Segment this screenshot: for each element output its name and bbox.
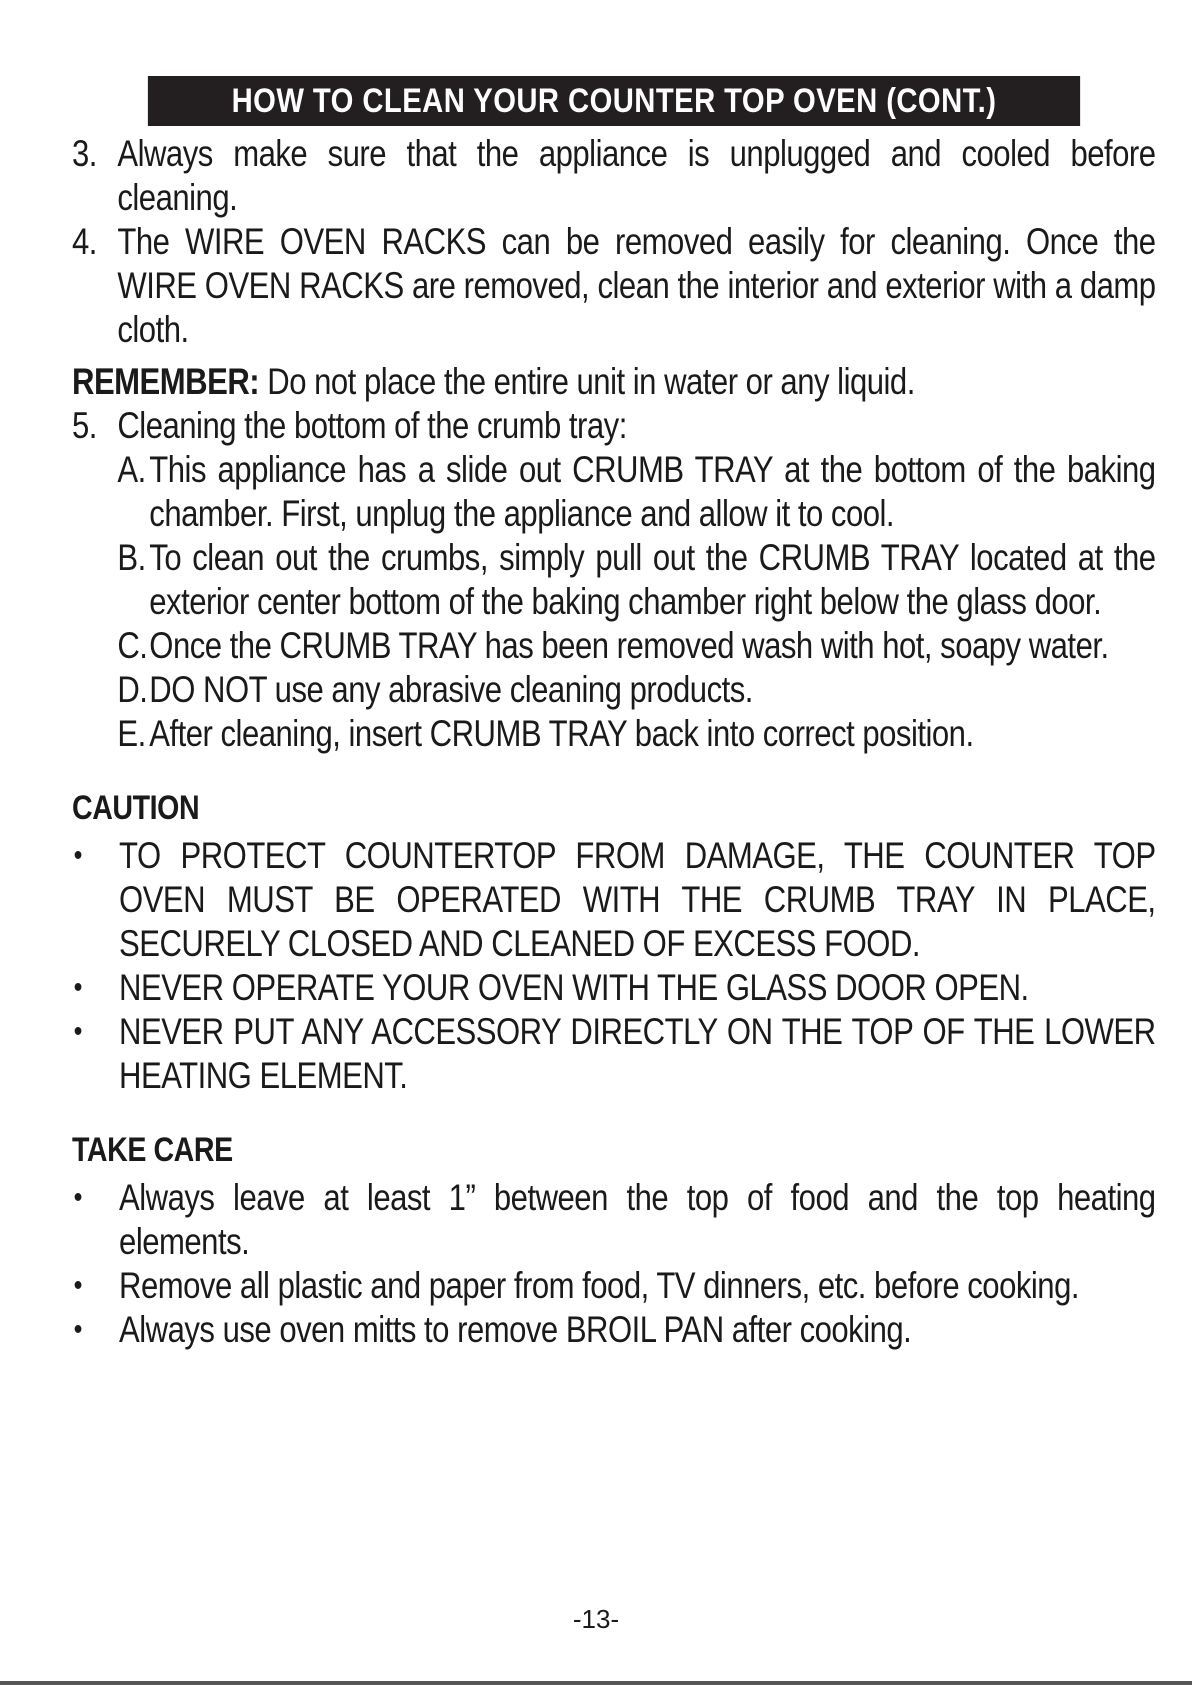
bullet-icon: • bbox=[73, 1015, 83, 1048]
take-care-heading: TAKE CARE bbox=[72, 1131, 233, 1169]
step-number: 4. bbox=[72, 221, 97, 262]
substep-letter: D. bbox=[117, 669, 148, 710]
step-text: Cleaning the bottom of the crumb tray: bbox=[117, 405, 627, 446]
substep-text: This appliance has a slide out CRUMB TRAY at the bottom of the baking chamber. First, unplug the appliance and allow it to cool. bbox=[149, 449, 1156, 534]
caution-list bbox=[72, 834, 1156, 1098]
bullet-icon: • bbox=[73, 971, 83, 1004]
substep-text: Once the CRUMB TRAY has been removed wash with hot, soapy water. bbox=[149, 625, 1109, 666]
bullet-icon: • bbox=[73, 839, 83, 872]
step-number: 3. bbox=[72, 133, 97, 174]
take-care-item bbox=[72, 1176, 1156, 1264]
substep-b bbox=[117, 536, 1155, 624]
step-3 bbox=[72, 132, 1156, 220]
substep-text: DO NOT use any abrasive cleaning products. bbox=[149, 669, 753, 710]
substep-letter: E. bbox=[117, 713, 146, 754]
take-care-list bbox=[72, 1176, 1156, 1352]
page-body bbox=[72, 132, 1156, 1352]
remember-note bbox=[72, 360, 1156, 404]
page-number: -13- bbox=[572, 1604, 620, 1634]
bottom-edge-rule bbox=[0, 1681, 1192, 1685]
caution-heading: CAUTION bbox=[72, 789, 200, 827]
section-title-bar bbox=[148, 76, 1080, 126]
step-5 bbox=[72, 404, 1156, 448]
caution-text: NEVER OPERATE YOUR OVEN WITH THE GLASS DOOR OPEN. bbox=[119, 967, 1029, 1008]
caution-item bbox=[72, 966, 1156, 1010]
step-text: Always make sure that the appliance is unplugged and cooled before cleaning. bbox=[117, 133, 1156, 218]
section-title: HOW TO CLEAN YOUR COUNTER TOP OVEN (CONT.) bbox=[231, 82, 997, 120]
remember-label: REMEMBER: bbox=[72, 361, 260, 402]
crumb-tray-substeps bbox=[117, 448, 1155, 756]
step-4 bbox=[72, 220, 1156, 352]
caution-item bbox=[72, 834, 1156, 966]
bullet-icon: • bbox=[73, 1181, 83, 1214]
take-care-item bbox=[72, 1308, 1156, 1352]
bullet-icon: • bbox=[73, 1313, 83, 1346]
step-number: 5. bbox=[72, 405, 97, 446]
substep-letter: B. bbox=[117, 537, 146, 578]
substep-letter: A. bbox=[117, 449, 146, 490]
remember-text: Do not place the entire unit in water or any liquid. bbox=[267, 361, 915, 402]
caution-text: NEVER PUT ANY ACCESSORY DIRECTLY ON THE TOP OF THE LOWER HEATING ELEMENT. bbox=[119, 1011, 1156, 1096]
substep-a bbox=[117, 448, 1155, 536]
substep-text: To clean out the crumbs, simply pull out the CRUMB TRAY located at the exterior center bottom of the baking chamber right below the glass door. bbox=[149, 537, 1156, 622]
caution-text: TO PROTECT COUNTERTOP FROM DAMAGE, THE COUNTER TOP OVEN MUST BE OPERATED WITH THE CRUMB TRAY IN PLACE, SECURELY CLOSED AND CLEANED OF EXCESS FOOD. bbox=[119, 835, 1156, 964]
step-text: The WIRE OVEN RACKS can be removed easily for cleaning. Once the WIRE OVEN RACKS are removed, clean the interior and exterior with a damp cloth. bbox=[117, 221, 1156, 350]
substep-e bbox=[117, 712, 1155, 756]
take-care-item bbox=[72, 1264, 1156, 1308]
caution-item bbox=[72, 1010, 1156, 1098]
substep-letter: C. bbox=[117, 625, 148, 666]
substep-d bbox=[117, 668, 1155, 712]
substep-text: After cleaning, insert CRUMB TRAY back into correct position. bbox=[149, 713, 974, 754]
take-care-text: Always leave at least 1” between the top of food and the top heating elements. bbox=[119, 1177, 1156, 1262]
substep-c bbox=[117, 624, 1155, 668]
take-care-text: Remove all plastic and paper from food, TV dinners, etc. before cooking. bbox=[119, 1265, 1080, 1306]
bullet-icon: • bbox=[73, 1269, 83, 1302]
manual-page bbox=[72, 76, 1156, 1352]
content-block bbox=[72, 132, 1156, 1352]
take-care-text: Always use oven mitts to remove BROIL PAN after cooking. bbox=[119, 1309, 912, 1350]
